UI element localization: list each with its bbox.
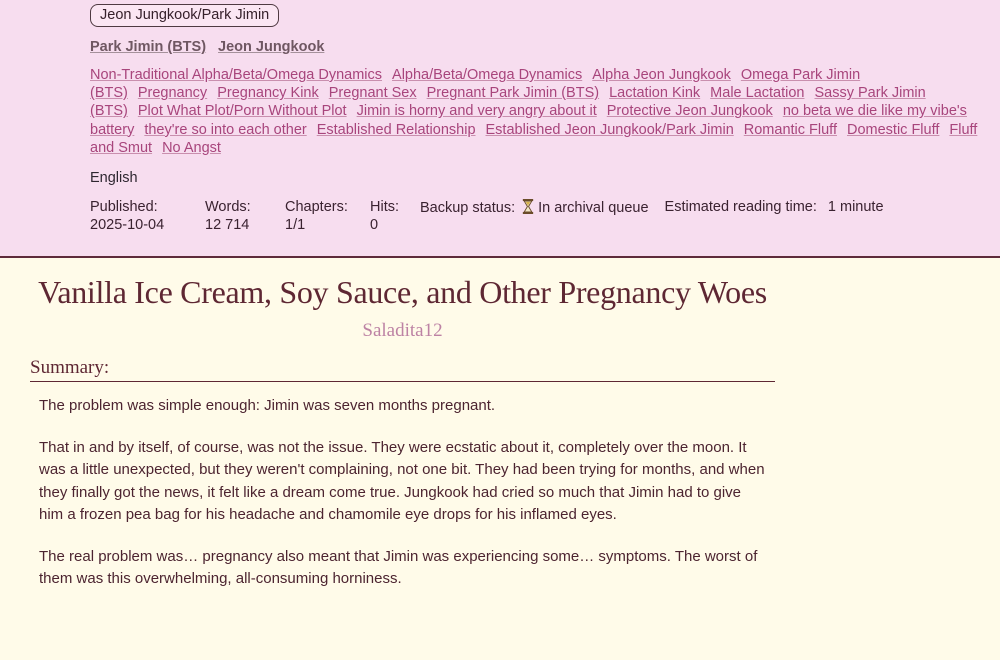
stat-published — [90, 199, 205, 234]
stat-chapters — [285, 199, 370, 234]
work-title: Vanilla Ice Cream, Soy Sauce, and Other Pregnancy Woes — [38, 274, 767, 310]
reading-time-value: 1 minute — [827, 199, 884, 216]
freeform-tag[interactable]: Plot What Plot/Porn Without Plot — [137, 103, 347, 120]
chapters-value: 1/1 — [285, 216, 306, 233]
chapters-label: Chapters: — [285, 199, 348, 216]
freeform-tag[interactable]: Pregnant Park Jimin (BTS) — [426, 85, 600, 102]
work-meta-header — [0, 0, 1000, 258]
character-tags — [90, 39, 990, 55]
summary-paragraph: The real problem was… pregnancy also meant that Jimin was experiencing some… symptoms. The worst of them was this overwhelming, all-consuming horniness. — [39, 547, 758, 587]
language-value: English — [90, 170, 138, 187]
summary-body — [39, 395, 767, 591]
freeform-tag[interactable]: Lactation Kink — [609, 85, 701, 102]
freeform-tag[interactable]: Male Lactation — [710, 85, 805, 102]
work-content — [0, 258, 1000, 591]
hits-label: Hits: — [370, 199, 399, 216]
character-tag[interactable]: Park Jimin (BTS) — [90, 39, 207, 55]
summary-paragraph: That in and by itself, of course, was not the issue. They were ecstatic about it, completely over the moon. It was a little unexpected, but they weren't complaining, not one bit. They had been trying for months, and when they finally got the news, it felt like a dream come true. Jungkook had cried so much that Jimin had to give him a frozen pea bag for his headache and chamomile eye drops for his inflamed eyes. — [39, 438, 765, 523]
backup-status-label: Backup status: — [420, 200, 516, 217]
words-label: Words: — [205, 199, 251, 216]
freeform-tag[interactable]: Protective Jeon Jungkook — [606, 103, 773, 120]
freeform-tag[interactable]: no beta we die like my vibe's battery — [90, 103, 967, 138]
freeform-tag[interactable]: Alpha Jeon Jungkook — [592, 67, 731, 83]
words-value: 12 714 — [205, 216, 250, 233]
freeform-tag[interactable]: Pregnant Sex — [328, 85, 417, 102]
reading-time-label: Estimated reading time: — [664, 199, 817, 216]
stat-words — [205, 199, 285, 234]
summary-section-header — [30, 357, 775, 382]
freeform-tag[interactable]: Pregnancy Kink — [217, 85, 319, 102]
freeform-tag[interactable]: Pregnancy — [137, 85, 208, 102]
freeform-tag[interactable]: Jimin is horny and very angry about it — [356, 103, 597, 120]
hourglass-icon — [522, 199, 534, 220]
freeform-tag[interactable]: Non-Traditional Alpha/Beta/Omega Dynamics — [90, 67, 383, 83]
published-value: 2025-10-04 — [90, 216, 165, 233]
character-tag[interactable]: Jeon Jungkook — [218, 39, 325, 55]
author-link[interactable]: Saladita12 — [362, 320, 443, 341]
published-label: Published: — [90, 199, 158, 216]
summary-label: Summary: — [30, 357, 110, 378]
freeform-tag[interactable]: Fluff and Smut — [90, 121, 978, 156]
hits-value: 0 — [370, 216, 379, 233]
freeform-tag[interactable]: No Angst — [162, 139, 221, 156]
summary-paragraph: The problem was simple enough: Jimin was seven months pregnant. — [39, 397, 496, 414]
relationship-tag[interactable]: Jeon Jungkook/Park Jimin — [90, 4, 279, 27]
freeform-tag[interactable]: Established Relationship — [316, 121, 476, 138]
freeform-tag[interactable]: Established Jeon Jungkook/Park Jimin — [485, 121, 734, 138]
work-stats — [90, 199, 990, 234]
freeform-tag[interactable]: Sassy Park Jimin (BTS) — [90, 85, 926, 120]
freeform-tag[interactable]: Domestic Fluff — [846, 121, 940, 138]
stat-hits — [370, 199, 420, 234]
stat-backup-status — [420, 199, 649, 220]
freeform-tag[interactable]: Omega Park Jimin (BTS) — [90, 67, 861, 102]
freeform-tag[interactable]: Alpha/Beta/Omega Dynamics — [392, 67, 583, 83]
backup-status-value: In archival queue — [538, 200, 649, 217]
freeform-tag[interactable]: Romantic Fluff — [743, 121, 837, 138]
stat-reading-time — [665, 199, 884, 217]
freeform-tags — [90, 66, 995, 157]
freeform-tag[interactable]: they're so into each other — [144, 121, 307, 138]
